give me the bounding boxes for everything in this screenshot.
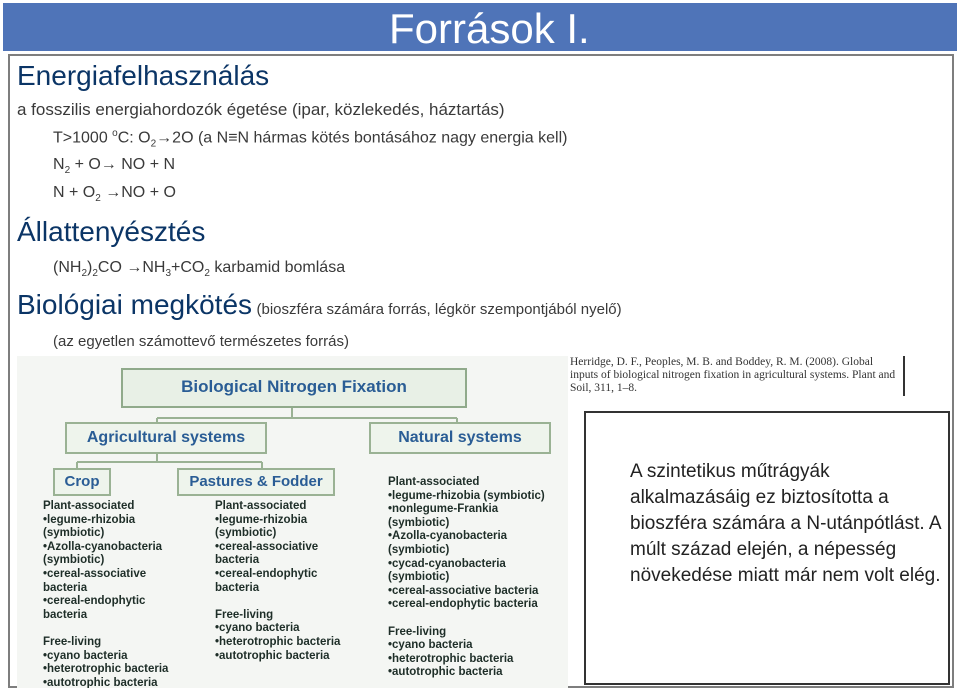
title-bar — [3, 3, 957, 51]
subscript: 2 — [92, 268, 98, 280]
text: (NH — [53, 259, 82, 276]
biological-heading-row — [17, 289, 622, 321]
figure-title: Biological Nitrogen Fixation — [121, 368, 467, 408]
text: T>1000 — [53, 129, 113, 147]
crop-list: Plant-associated •legume-rhizobia (symbiotic) •Azolla-cyanobacteria (symbiotic) •cereal-associative bacteria •cereal-endophytic bacteria Free-living •cyano bacteria •heterotrophic bacteria •autotrophic bacteria — [43, 500, 169, 688]
note-text: A szintetikus műtrágyák alkalmazásáig ez biztosította a bioszféra számára a N-utánpótlást. A múlt század elején, a népesség növekedése miatt már nem volt elég. — [630, 461, 941, 586]
energy-intro: a fosszilis energiahordozók égetése (ipar, közlekedés, háztartás) — [17, 100, 505, 119]
energy-line-2 — [53, 156, 175, 176]
crop-box: Crop — [53, 468, 111, 496]
heading-energy: Energiafelhasználás — [17, 60, 270, 91]
subscript: 2 — [204, 268, 210, 280]
biological-note: (az egyetlen számottevő természetes forrás) — [53, 333, 349, 350]
heading-biological: Biológiai megkötés — [17, 289, 253, 320]
text: →NO + O — [100, 184, 176, 201]
pastures-fodder-box: Pastures & Fodder — [177, 468, 335, 496]
natural-list: Plant-associated •legume-rhizobia (symbiotic) •nonlegume-Frankia (symbiotic) •Azolla-cyanobacteria (symbiotic) •cycad-cyanobacteria (symbiotic) •cereal-associative bacteria •cereal-endophytic bacteria Free-living •cyano bacteria •heterotrophic bacteria •autotrophic bacteria — [388, 476, 545, 679]
slide-title: Források I. — [389, 5, 590, 52]
text: N — [53, 156, 65, 173]
agricultural-systems-box: Agricultural systems — [65, 422, 267, 454]
subscript: 2 — [64, 165, 71, 177]
citation: Herridge, D. F., Peoples, M. B. and Boddey, R. M. (2008). Global inputs of biological nitrogen fixation in agricultural systems. Plant and Soil, 311, 1–8. — [570, 356, 902, 396]
text: karbamid bomlása — [209, 259, 346, 276]
text: ) — [87, 259, 93, 276]
text: + O→ NO + N — [70, 156, 176, 173]
text: N + O — [53, 184, 96, 201]
natural-systems-box: Natural systems — [369, 422, 551, 454]
subscript: 2 — [95, 193, 101, 205]
subscript: 2 — [81, 268, 87, 280]
livestock-line — [53, 259, 345, 279]
subscript: 2 — [150, 138, 157, 150]
citation-divider — [903, 356, 905, 396]
energy-line-3 — [53, 184, 176, 204]
heading-livestock: Állattenyésztés — [17, 216, 206, 247]
pastures-list: Plant-associated •legume-rhizobia (symbiotic) •cereal-associative bacteria •cereal-endophytic bacteria Free-living •cyano bacteria •heterotrophic bacteria •autotrophic bacteria — [215, 500, 341, 662]
subscript: 3 — [165, 268, 172, 280]
note-box — [584, 411, 950, 685]
text: +CO — [171, 259, 205, 276]
text: →2O (a N≡N hármas kötés bontásához nagy energia kell) — [156, 129, 568, 147]
bnf-figure — [17, 356, 568, 688]
superscript: o — [112, 128, 118, 139]
text: C: O — [117, 129, 151, 147]
text: CO →NH — [97, 259, 166, 276]
biological-aside: (bioszféra számára forrás, légkör szempontjából nyelő) — [256, 301, 622, 318]
energy-line-1 — [53, 128, 567, 150]
